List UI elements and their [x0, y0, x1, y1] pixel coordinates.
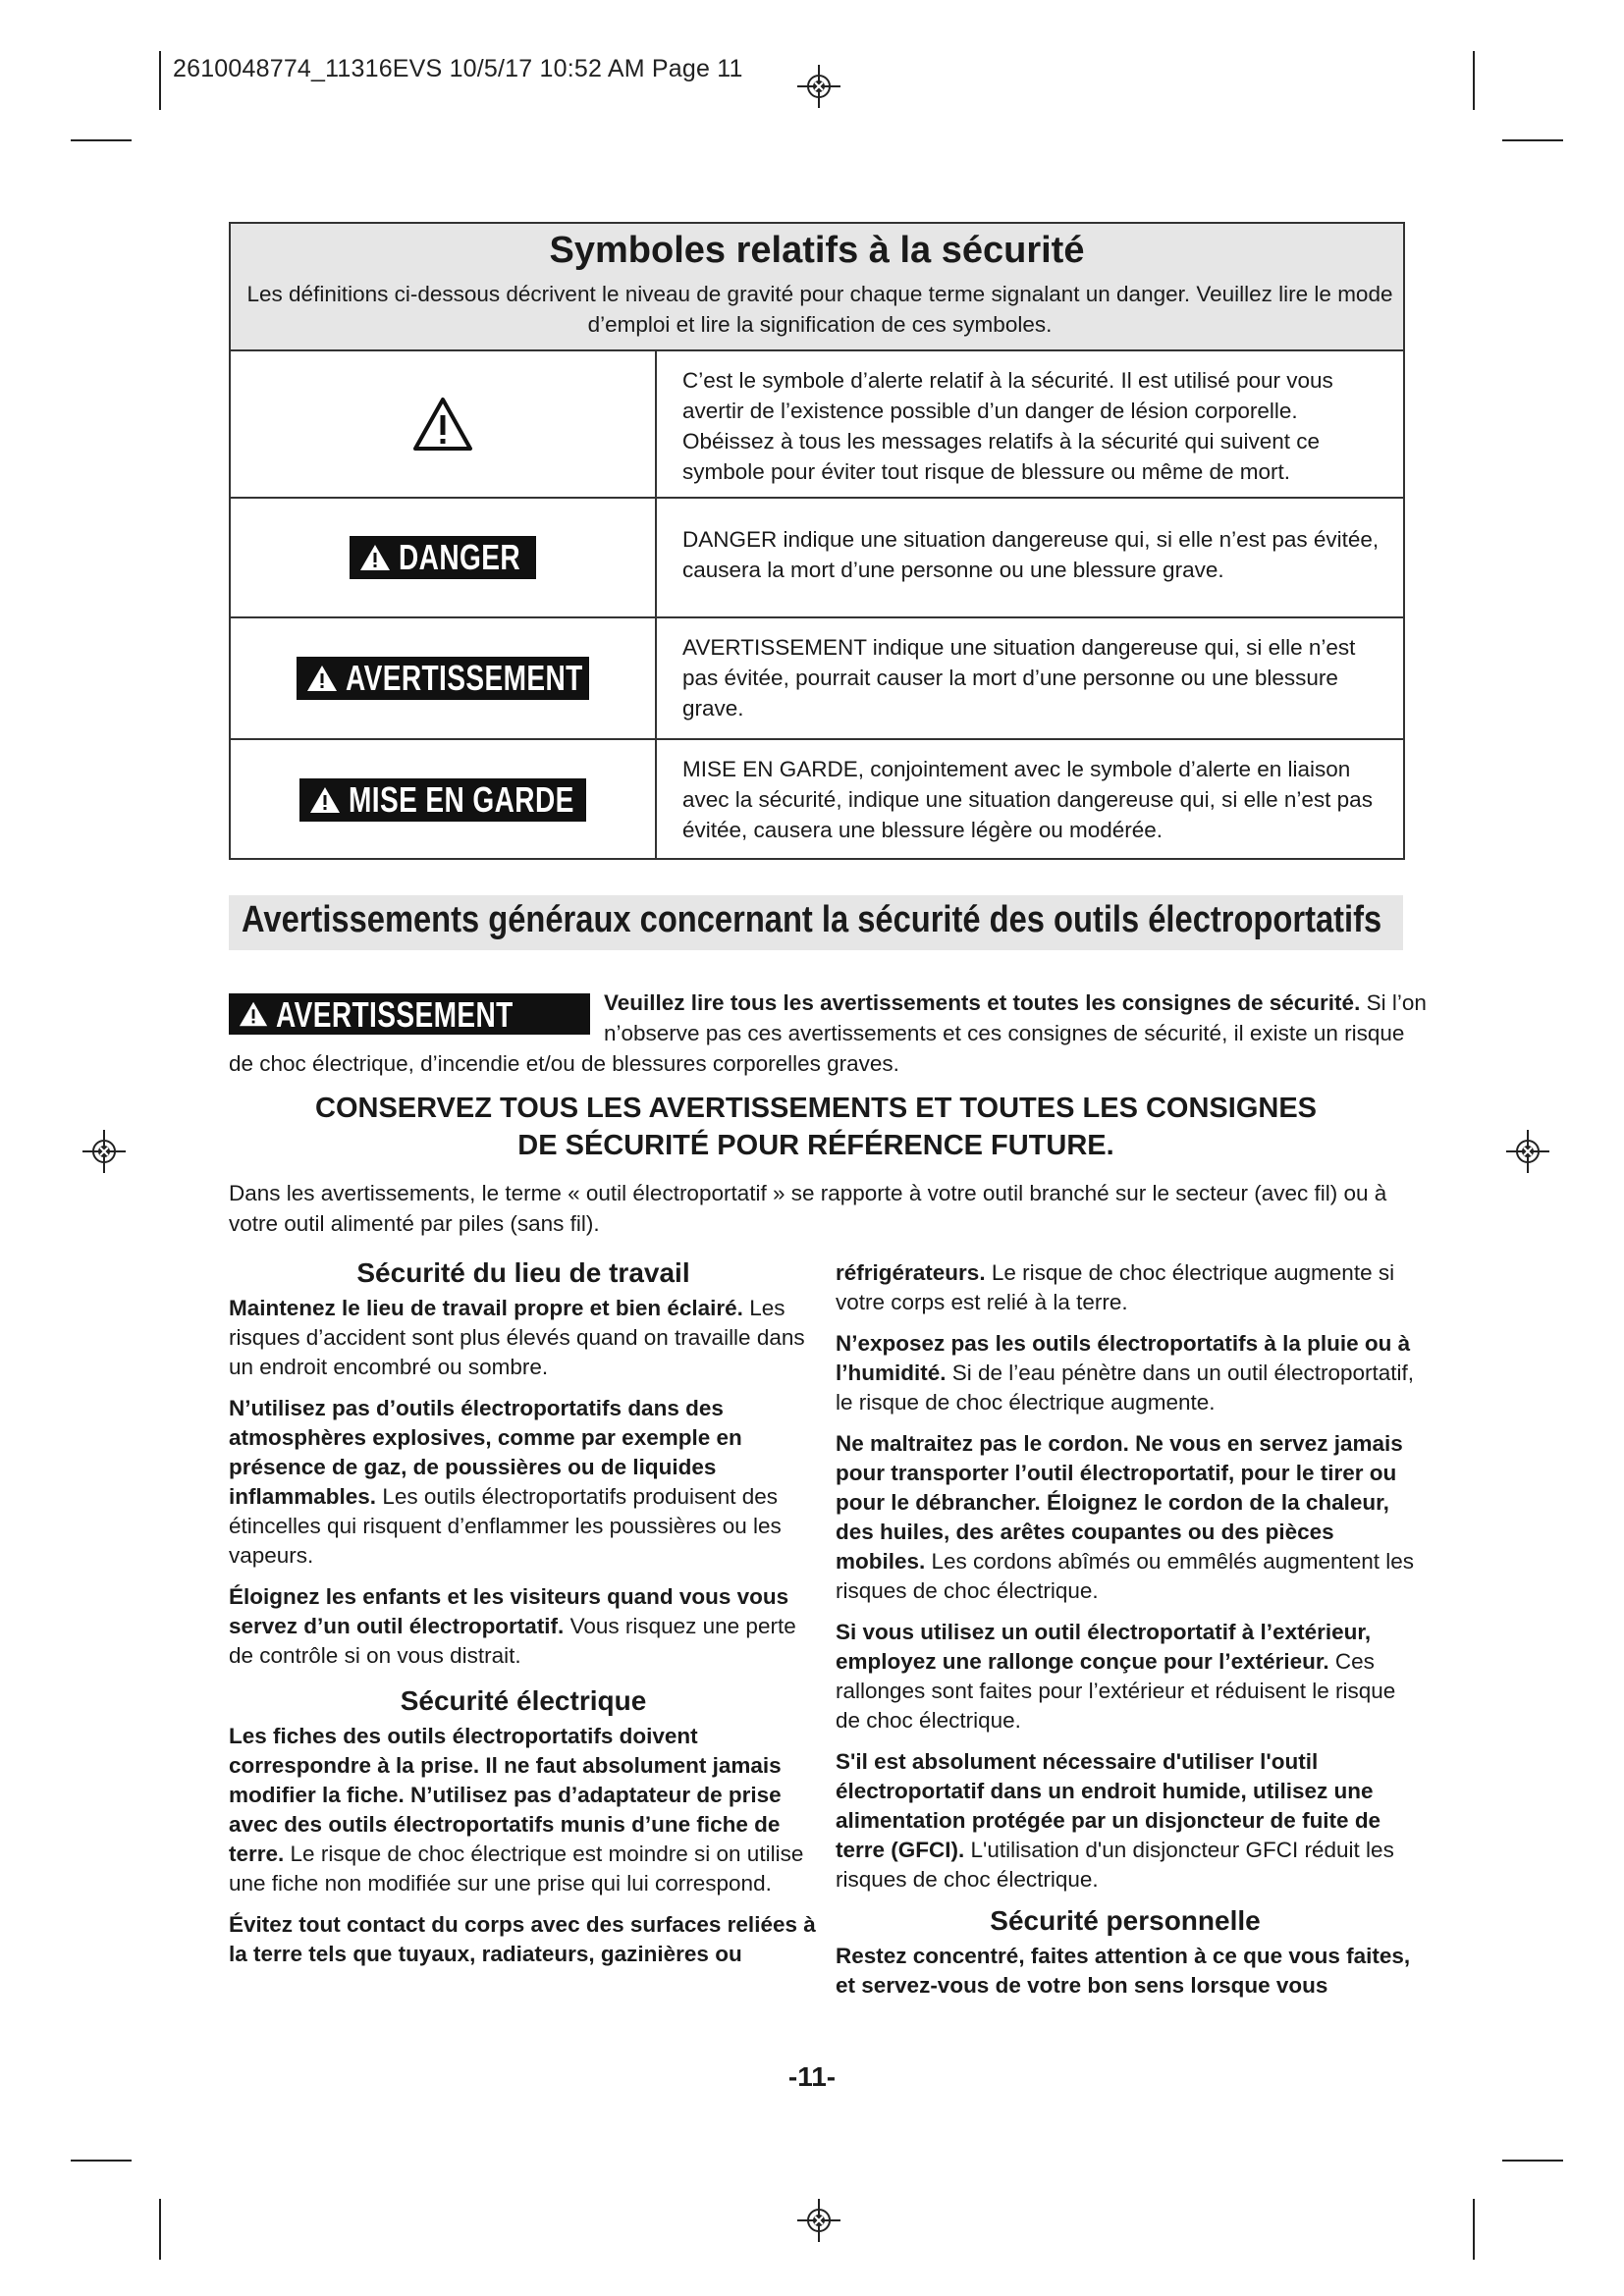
- symbol-cell: [231, 740, 655, 860]
- symbol-cell: [231, 499, 655, 616]
- symbols-intro: Les définitions ci-dessous décrivent le niveau de gravité pour chaque terme signalant un danger. Veuillez lire le mode d’emploi et lire la signification de ces symboles.: [246, 282, 1393, 337]
- paragraph-lead: réfrigérateurs.: [836, 1260, 986, 1285]
- warning-label: AVERTISSEMENT: [346, 658, 583, 698]
- print-slug: 2610048774_11316EVS 10/5/17 10:52 AM Page 11: [173, 55, 743, 82]
- warning-label: AVERTISSEMENT: [276, 993, 514, 1035]
- left-column: [229, 1258, 818, 1981]
- warning-triangle-icon: [239, 1000, 268, 1028]
- paragraph: [229, 1910, 818, 1969]
- warning-triangle-icon: [306, 665, 338, 692]
- registration-mark-icon: [1506, 1130, 1549, 1173]
- crop-mark: [159, 2199, 161, 2260]
- paragraph: [229, 1294, 818, 1382]
- symbol-cell: [231, 618, 655, 738]
- paragraph-body: Si de l’eau pénètre dans un outil électroportatif, le risque de choc électrique augmente.: [836, 1361, 1415, 1415]
- symbol-row-caution: [231, 738, 1403, 858]
- safety-alert-triangle-icon: [411, 396, 474, 453]
- definition-paragraph: Dans les avertissements, le terme « outil électroportatif » se rapporte à votre outil branché sur le secteur (avec fil) ou à votre outil alimenté par piles (sans fil).: [229, 1181, 1387, 1236]
- symbol-description: C’est le symbole d’alerte relatif à la sécurité. Il est utilisé pour vous avertir de l’existence possible d’un danger de lésion corporelle. Obéissez à tous les messages relatifs à la sécurité qui suivent ce symbole pour éviter tout risque de blessure ou même de mort.: [682, 368, 1333, 484]
- caution-badge: [299, 778, 587, 822]
- paragraph-lead: N’exposez pas les outils électroportatifs à la pluie ou à l’humidité.: [836, 1331, 1411, 1385]
- paragraph: [836, 1329, 1415, 1417]
- danger-label: DANGER: [399, 537, 521, 577]
- paragraph-body: Ces rallonges sont faites pour l’extérieur et réduisent le risque de choc électrique.: [836, 1649, 1396, 1733]
- paragraph: [836, 1942, 1415, 2001]
- warning-triangle-icon: [309, 786, 341, 814]
- caution-label: MISE EN GARDE: [348, 779, 574, 820]
- heading-work-area-safety: Sécurité du lieu de travail: [356, 1257, 690, 1288]
- paragraph-body: Le risque de choc électrique augmente si votre corps est relié à la terre.: [836, 1260, 1395, 1314]
- conserve-instructions: [229, 1090, 1403, 1164]
- paragraph-lead: Ne maltraitez pas le cordon. Ne vous en servez jamais pour transporter l’outil électroportatif, pour le tirer ou pour le débrancher. Éloignez le cordon de la chaleur, des huiles, des arêtes coupantes ou des pièces mobiles.: [836, 1431, 1403, 1574]
- general-warnings-title: [242, 899, 1567, 941]
- paragraph-lead: S'il est absolument nécessaire d'utiliser l'outil électroportatif dans un endroit humide, utilisez une alimentation protégée par un disjoncteur de fuite de terre (GFCI).: [836, 1749, 1381, 1862]
- registration-mark-icon: [797, 2199, 840, 2242]
- crop-mark: [71, 139, 132, 141]
- paragraph-lead: Si vous utilisez un outil électroportatif à l’extérieur, employez une rallonge conçue pour l’extérieur.: [836, 1620, 1372, 1674]
- paragraph-body: L'utilisation d'un disjoncteur GFCI réduit les risques de choc électrique.: [836, 1838, 1394, 1892]
- symbol-row-alert: [231, 351, 1403, 497]
- symbol-description: MISE EN GARDE, conjointement avec le symbole d’alerte en liaison avec la sécurité, indique une situation dangereuse qui, si elle n’est pas évitée, causera une blessure légère ou modérée.: [682, 757, 1373, 842]
- registration-mark-icon: [82, 1130, 126, 1173]
- paragraph-body: Les outils électroportatifs produisent des étincelles qui risquent d’enflammer les poussières ou les vapeurs.: [229, 1484, 782, 1568]
- heading-electrical-safety: Sécurité électrique: [400, 1685, 647, 1716]
- warning-badge: [297, 657, 589, 700]
- paragraph: [229, 1582, 818, 1671]
- crop-mark: [159, 51, 161, 110]
- symbols-table-header: [231, 224, 1403, 351]
- paragraph: [836, 1429, 1415, 1606]
- crop-mark: [71, 2160, 132, 2162]
- paragraph: [836, 1258, 1415, 1317]
- page-number: -11-: [787, 2061, 837, 2092]
- paragraph: [836, 1747, 1415, 1895]
- symbol-description: AVERTISSEMENT indique une situation dangereuse qui, si elle n’est pas évitée, pourrait causer la mort d’une personne ou une blessure grave.: [682, 635, 1356, 721]
- paragraph-lead: N’utilisez pas d’outils électroportatifs dans des atmosphères explosives, comme par exemple en présence de gaz, de poussières ou de liquides inflammables.: [229, 1396, 742, 1509]
- warning-badge: [229, 993, 590, 1035]
- symbol-cell: [231, 351, 655, 497]
- paragraph: [229, 1722, 818, 1898]
- general-warning-paragraph: [229, 988, 1429, 1079]
- right-column: [836, 1258, 1415, 2012]
- symbol-row-warning: [231, 616, 1403, 738]
- safety-symbols-table: [229, 222, 1405, 860]
- registration-mark-icon: [797, 65, 840, 108]
- heading-personal-safety: Sécurité personnelle: [990, 1905, 1261, 1936]
- crop-mark: [1502, 2160, 1563, 2162]
- paragraph-lead: Restez concentré, faites attention à ce que vous faites, et servez-vous de votre bon sens lorsque vous: [836, 1944, 1411, 1998]
- paragraph: [836, 1618, 1415, 1735]
- paragraph-body: Vous risquez une perte de contrôle si on vous distrait.: [229, 1614, 796, 1668]
- paragraph: [229, 1394, 818, 1571]
- paragraph-lead: Éloignez les enfants et les visiteurs quand vous vous servez d’un outil électroportatif.: [229, 1584, 789, 1638]
- paragraph-body: Les risques d’accident sont plus élevés quand on travaille dans un endroit encombré ou sombre.: [229, 1296, 805, 1379]
- symbol-description: DANGER indique une situation dangereuse qui, si elle n’est pas évitée, causera la mort d’une personne ou une blessure grave.: [682, 527, 1380, 582]
- symbol-row-danger: [231, 497, 1403, 616]
- crop-mark: [1473, 2199, 1475, 2260]
- crop-mark: [1473, 51, 1475, 110]
- paragraph-lead: Évitez tout contact du corps avec des surfaces reliées à la terre tels que tuyaux, radiateurs, gazinières ou: [229, 1912, 816, 1966]
- warning-body: Si l’on n’observe pas ces avertissements et ces consignes de sécurité, il existe un risque de choc électrique, d’incendie et/ou de blessures corporelles graves.: [229, 990, 1427, 1076]
- crop-mark: [1502, 139, 1563, 141]
- paragraph-lead: Les fiches des outils électroportatifs doivent correspondre à la prise. Il ne faut absolument jamais modifier la fiche. N’utilisez pas d’adaptateur de prise avec des outils électroportatifs munis d’une fiche de terre.: [229, 1724, 782, 1866]
- symbols-title: Symboles relatifs à la sécurité: [549, 230, 1085, 271]
- general-warnings-title-text: Avertissements généraux concernant la sécurité des outils électroportatifs: [242, 899, 1382, 940]
- warning-lead: Veuillez lire tous les avertissements et toutes les consignes de sécurité.: [604, 990, 1361, 1015]
- paragraph-lead: Maintenez le lieu de travail propre et bien éclairé.: [229, 1296, 743, 1320]
- conserve-line-1: CONSERVEZ TOUS LES AVERTISSEMENTS ET TOUTES LES CONSIGNES: [315, 1093, 1317, 1124]
- conserve-line-2: DE SÉCURITÉ POUR RÉFÉRENCE FUTURE.: [517, 1130, 1114, 1161]
- warning-triangle-icon: [359, 544, 391, 571]
- paragraph-body: Le risque de choc électrique est moindre si on utilise une fiche non modifiée sur une prise qui lui correspond.: [229, 1842, 804, 1896]
- danger-badge: [350, 536, 535, 579]
- paragraph-body: Les cordons abîmés ou emmêlés augmentent les risques de choc électrique.: [836, 1549, 1415, 1603]
